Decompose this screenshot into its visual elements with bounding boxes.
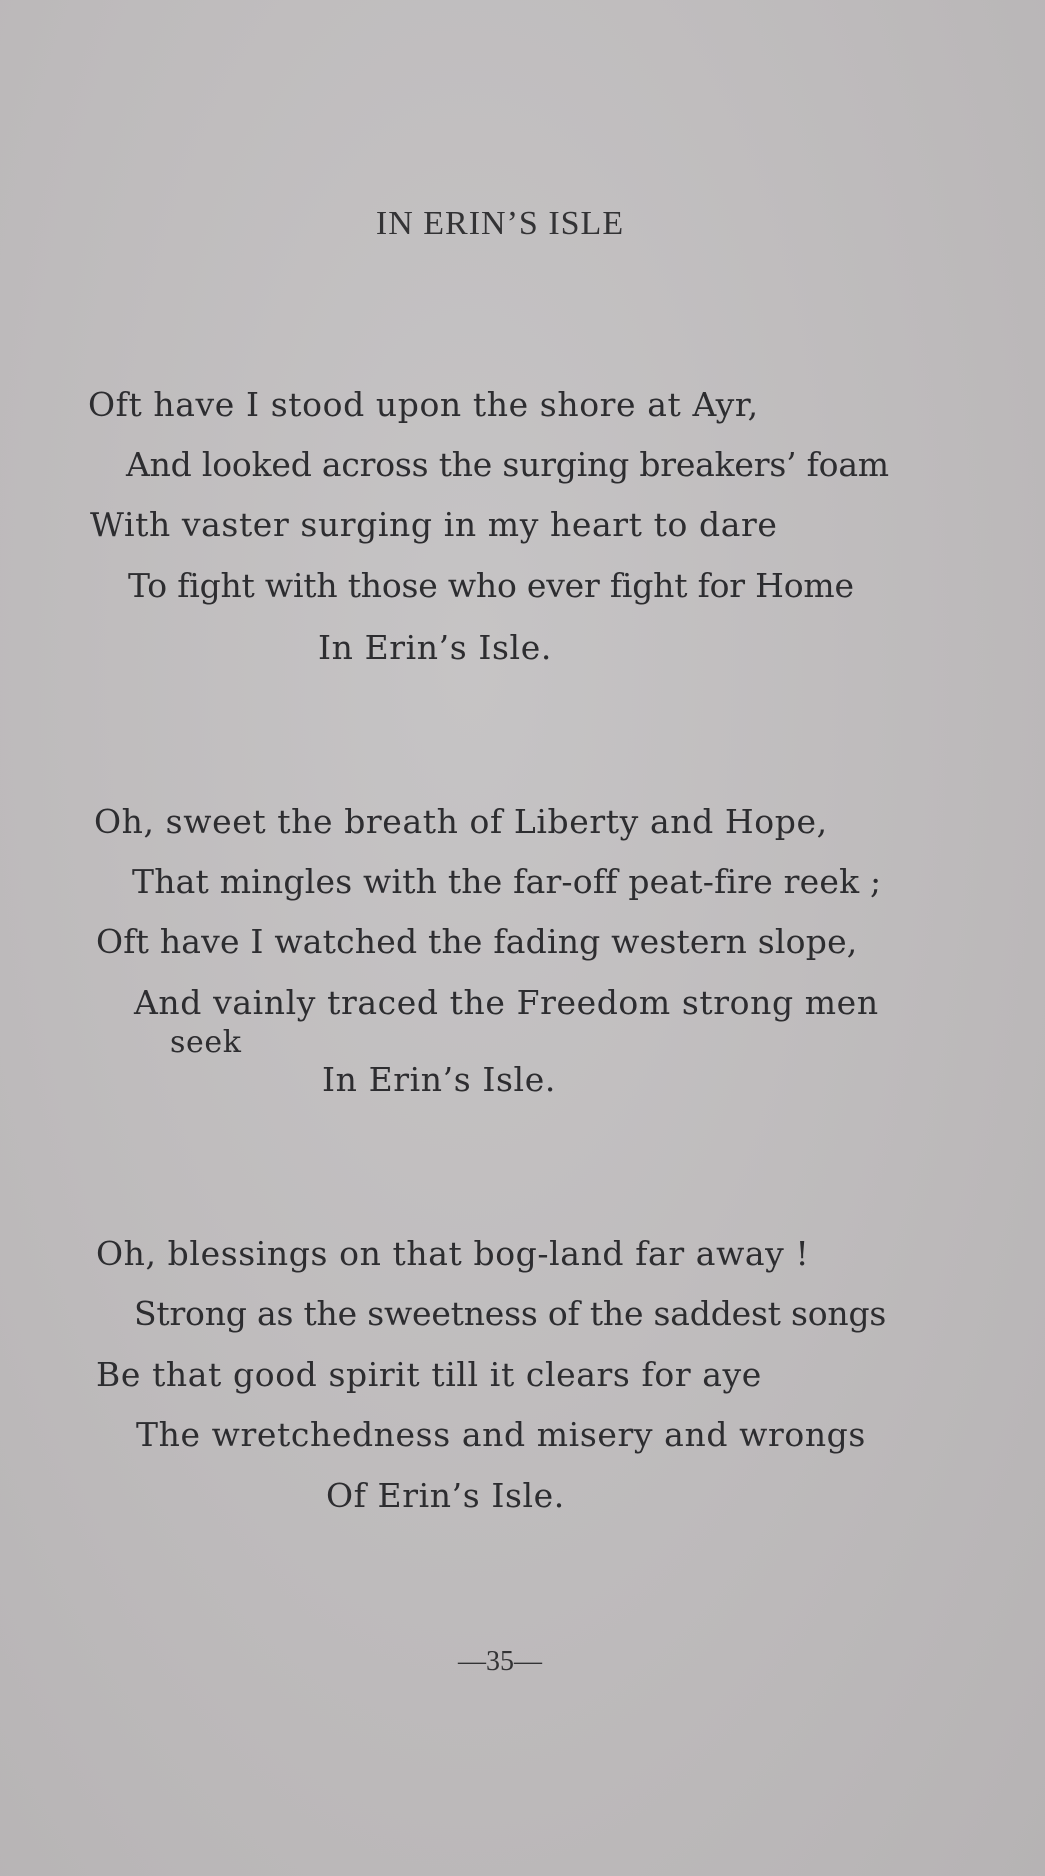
stanza-2-refrain: In Erin’s Isle. [322, 1060, 556, 1099]
stanza-1-line-2: And looked across the surging breakers’ foam [126, 445, 889, 484]
stanza-2-line-2: That mingles with the far-off peat-fire reek ; [132, 862, 882, 901]
stanza-3-line-1: Oh, blessings on that bog-land far away ! [96, 1234, 810, 1273]
stanza-3-refrain: Of Erin’s Isle. [326, 1476, 565, 1515]
page-number: —35— [458, 1646, 542, 1677]
stanza-2-line-4-continued: seek [170, 1025, 242, 1060]
stanza-1-line-1: Oft have I stood upon the shore at Ayr, [88, 385, 759, 424]
poem-title: IN ERIN’S ISLE [375, 205, 625, 242]
stanza-2-line-1: Oh, sweet the breath of Liberty and Hope, [94, 802, 828, 841]
stanza-2-line-3: Oft have I watched the fading western slope, [96, 922, 858, 961]
stanza-3-line-4: The wretchedness and misery and wrongs [136, 1415, 866, 1454]
stanza-3-line-3: Be that good spirit till it clears for aye [96, 1355, 762, 1394]
stanza-2-line-4: And vainly traced the Freedom strong men [134, 983, 879, 1022]
stanza-1-line-3: With vaster surging in my heart to dare [90, 505, 778, 544]
stanza-1-line-4: To fight with those who ever fight for Home [128, 566, 854, 605]
stanza-3-line-2: Strong as the sweetness of the saddest songs [134, 1294, 887, 1333]
stanza-1-refrain: In Erin’s Isle. [318, 628, 552, 667]
